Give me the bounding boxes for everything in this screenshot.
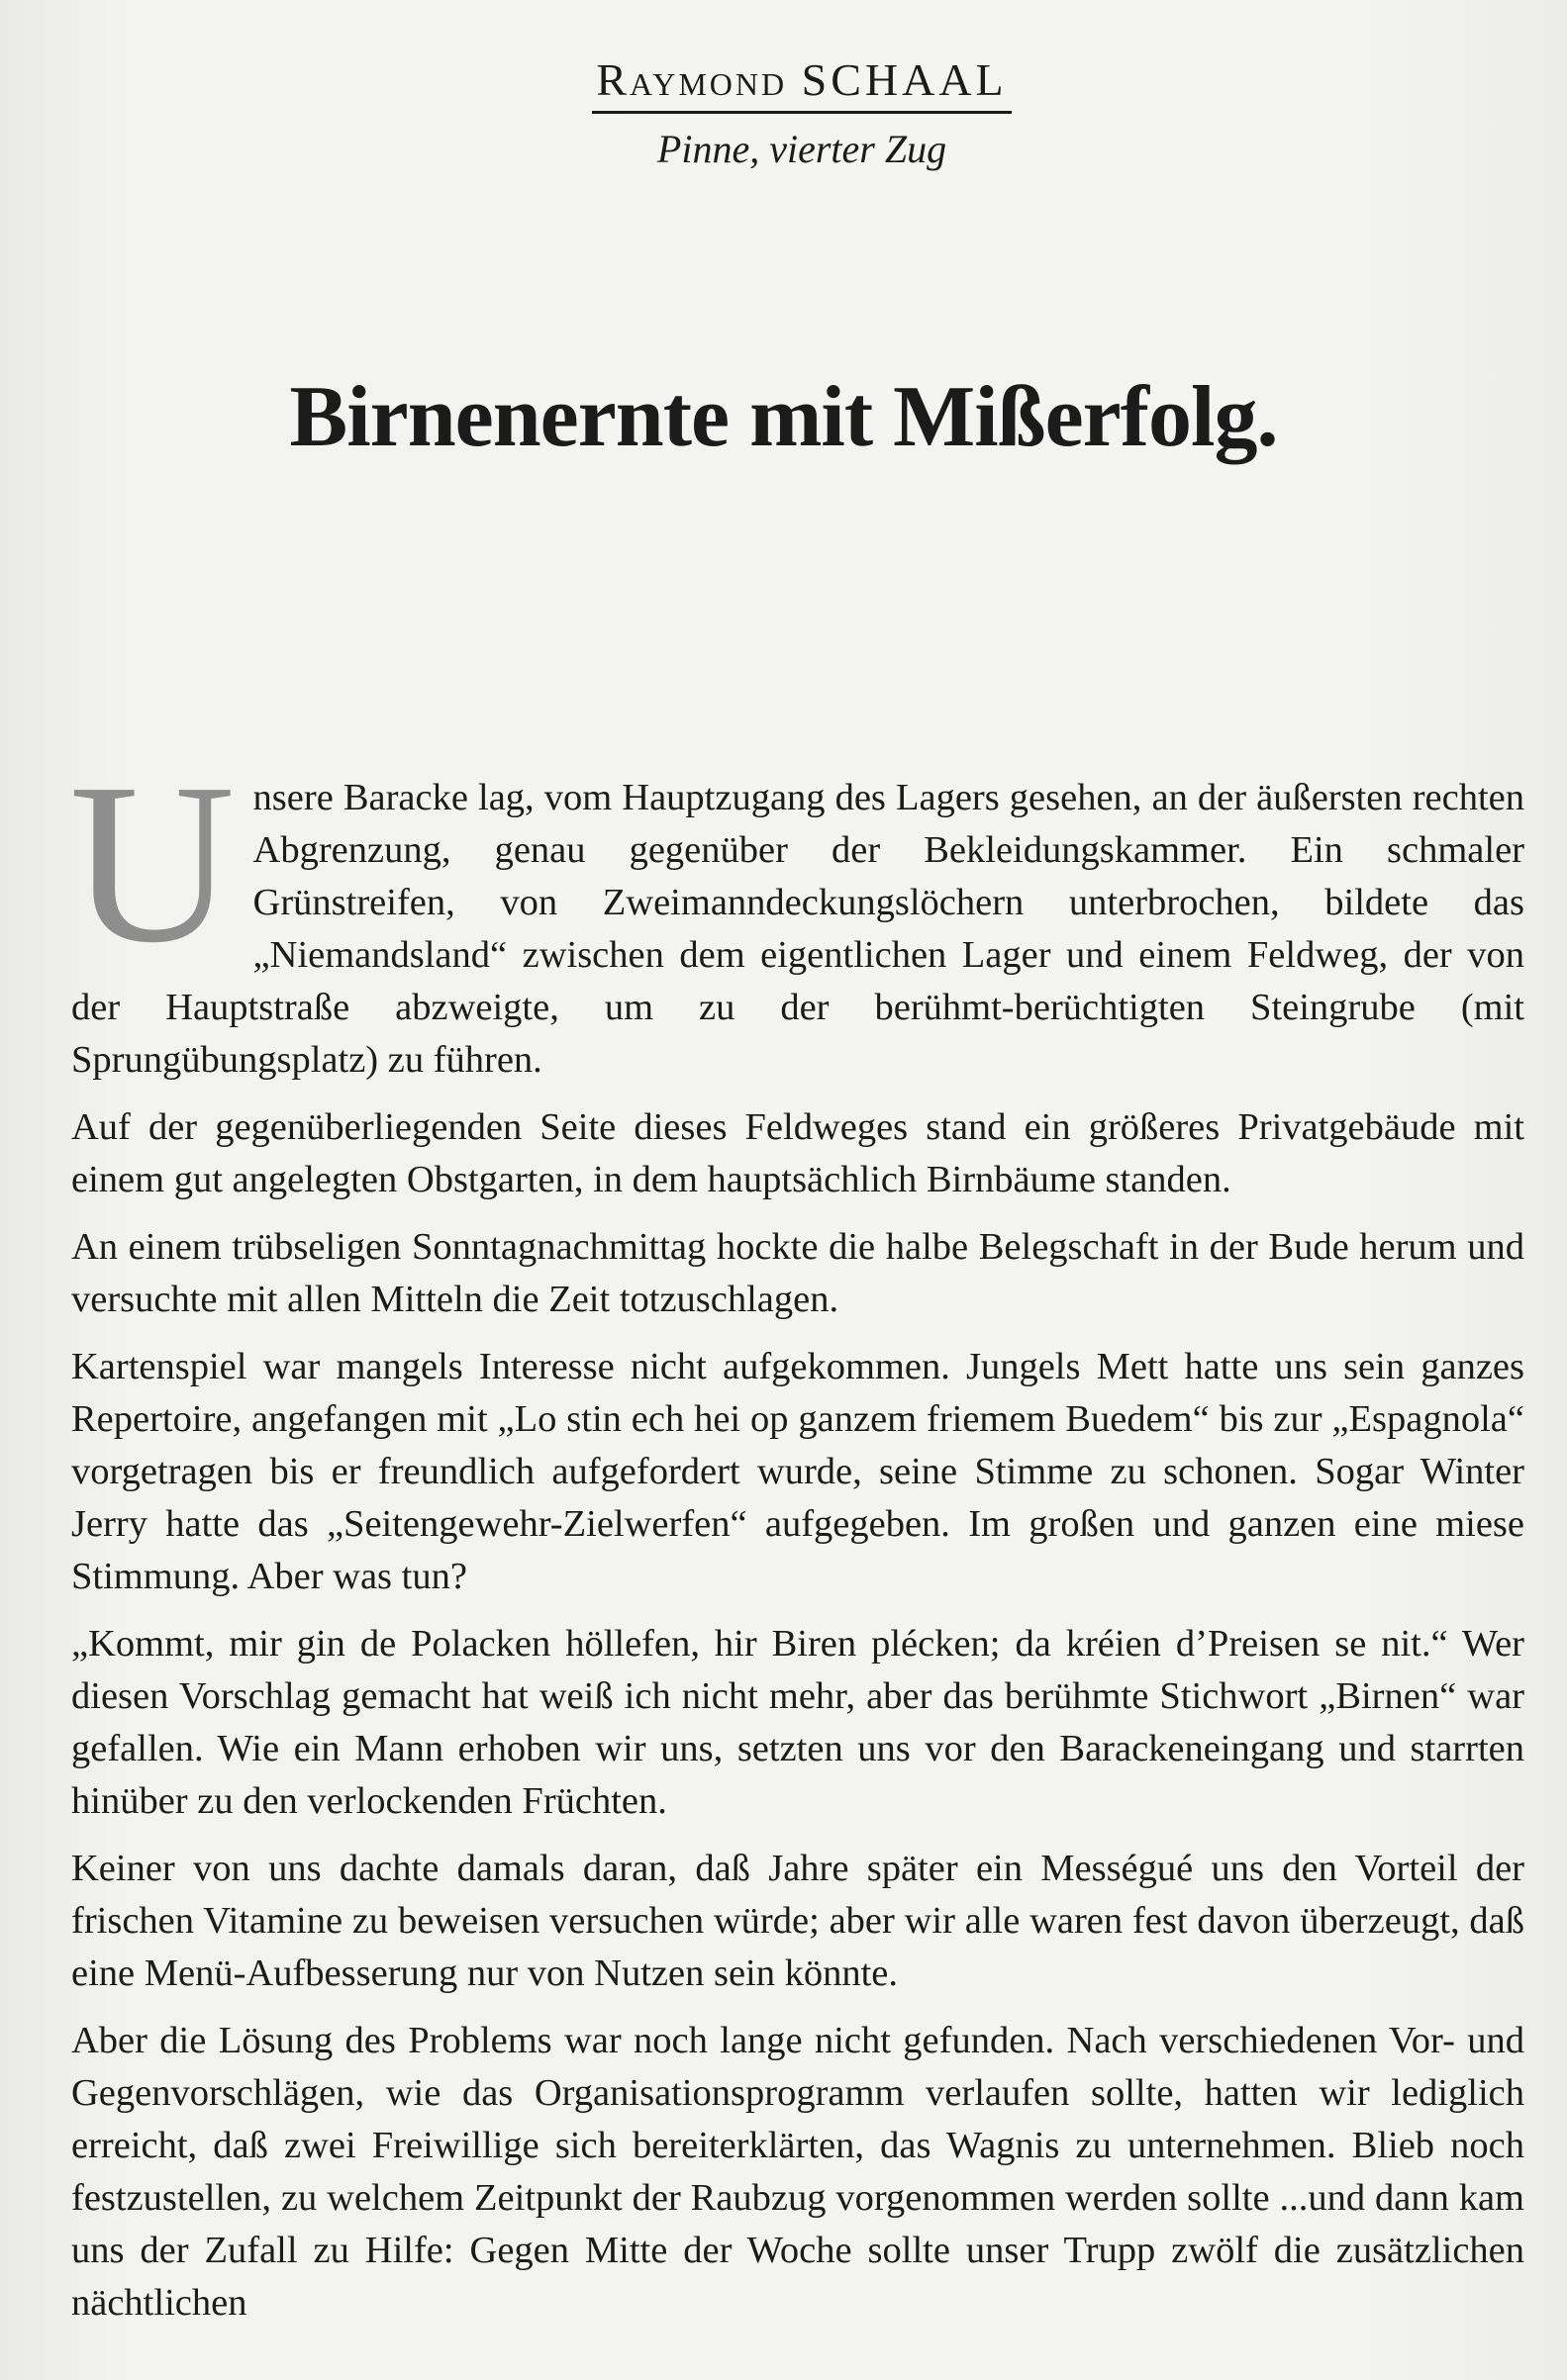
author-last-name: SCHAAL (801, 54, 1008, 105)
paragraph-5: „Kommt, mir gin de Polacken höllefen, hir Biren plécken; da kréien d’Preisen se nit.“ Wer diesen Vorschlag gemacht hat weiß ich nicht mehr, aber das berühmte Stichwort „Birnen“ war gefallen. Wie ein Mann erhoben wir uns, setzten uns vor den Barackeneingang und starrten hinüber zu den verlockenden Früchten. (71, 1623, 1524, 1822)
paragraph-1 (69, 736, 1524, 1087)
author-first-name: Raymond (596, 54, 788, 105)
paragraph-4: Kartenspiel war mangels Interesse nicht aufgekommen. Jungels Mett hatte uns sein ganzes Repertoire, angefangen mit „Lo stin ech hei op ganzem friemem Buedem“ bis zur „Espagnola“ vorgetragen bis er freundlich aufgefordert wurde, seine Stimme zu schonen. Sogar Winter Jerry hatte das „Seitengewehr-Zielwerfen“ aufgegeben. Im großen und ganzen eine miese Stimmung. Aber was tun? (71, 1346, 1524, 1597)
paragraph-1-text: nsere Baracke lag, vom Hauptzugang des Lagers gesehen, an der äußersten rechten Abgrenzung, genau gegenüber der Bekleidungskammer. Ein schmaler Grünstreifen, von Zweimanndeckungslöchern unterbrochen, bildete das „Niemandsland“ zwischen dem eigentlichen Lager und einem Feldweg, der von der Hauptstraße abzweigte, um zu der berühmt-berüchtigten Steingrube (mit Sprungübungsplatz) zu führen. (71, 777, 1524, 1081)
author-subtitle: Pinne, vierter Zug (656, 127, 947, 171)
paragraph-3: An einem trübseligen Sonntagnachmittag hockte die halbe Belegschaft in der Bude herum und versuchte mit allen Mitteln die Zeit totzuschlagen. (71, 1226, 1524, 1320)
drop-cap: U (69, 736, 236, 991)
paragraph-6: Keiner von uns dachte damals daran, daß Jahre später ein Mességué uns den Vorteil der frischen Vitamine zu beweisen versuchen würde; aber wir alle waren fest davon überzeugt, daß eine Menü-Aufbesserung nur von Nutzen sein könnte. (71, 1848, 1524, 1994)
article-body (69, 736, 1524, 2344)
paragraph-2: Auf der gegenüberliegenden Seite dieses Feldweges stand ein größeres Privatgebäude mit einem gut angelegten Obstgarten, in dem hauptsächlich Birnbäume standen. (71, 1106, 1524, 1200)
author-name (592, 51, 1011, 114)
article-header (535, 51, 1069, 175)
paragraph-7: Aber die Lösung des Problems war noch lange nicht gefunden. Nach verschiedenen Vor- und Gegenvorschlägen, wie das Organisationsprogramm verlaufen sollte, hatten wir lediglich erreicht, daß zwei Freiwillige sich bereiterklärten, das Wagnis zu unternehmen. Blieb noch festzustellen, zu welchem Zeitpunkt der Raubzug vorgenommen werden sollte ...und dann kam uns der Zufall zu Hilfe: Gegen Mitte der Woche sollte unser Trupp zwölf die zusätzlichen nächtlichen (71, 2020, 1524, 2324)
article-title: Birnenernte mit Mißerfolg. (289, 369, 1278, 465)
